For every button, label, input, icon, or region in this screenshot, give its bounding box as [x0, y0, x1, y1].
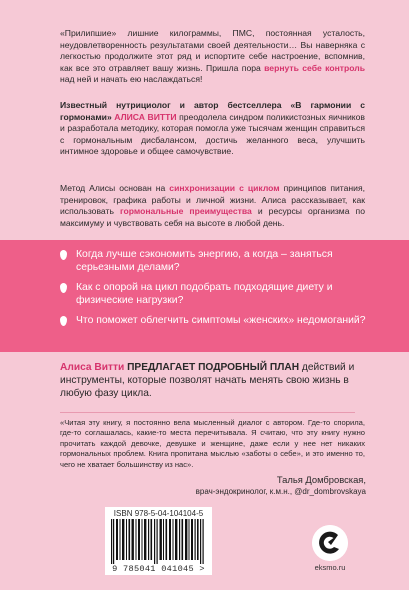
plan-paragraph: [60, 361, 360, 401]
barcode: [105, 507, 212, 575]
author-paragraph: [60, 100, 365, 158]
intro-paragraph: [60, 28, 365, 86]
method-paragraph: [60, 183, 365, 229]
plan-caps: ПРЕДЛАГАЕТ ПОДРОБНЫЙ ПЛАН: [127, 362, 300, 373]
question-item: Что поможет облегчить симптомы «женских» недомоганий?: [76, 315, 366, 326]
divider: [60, 412, 355, 413]
method-highlight-2: гормональные преимущества: [119, 206, 252, 217]
barcode-digits: 9 785041 041045 >: [112, 564, 205, 574]
publisher-site: eksmo.ru: [314, 563, 346, 572]
plan-author-name: Алиса Витти: [60, 362, 125, 373]
eksmo-logo-icon: [312, 525, 348, 561]
intro-text-1: «Прилипшие» лишние килограммы, ПМС, постоянная усталость, неудовлетворенность результатами своей деятельности… Вы наверняка с легкостью продолжите этот ряд и испортите себе настроение, вспомнив, как все это отравляет вашу жизнь. Пришла пора: [60, 28, 365, 73]
method-text-1: Метод Алисы основан на: [60, 183, 170, 193]
barcode-bars: [109, 519, 208, 564]
method-highlight-1: синхронизации с циклом: [169, 183, 280, 193]
method-text-2: принципов питания, тренировок, графика работы и личной жизни. Алиса рассказывает, как использовать: [60, 183, 365, 217]
intro-text-2: над ней и начать ею наслаждаться!: [60, 74, 203, 85]
method-text-3: и ресурсы организма по максимуму и чувствовать себя на высоте в любой день.: [60, 206, 365, 228]
question-item: Когда лучше сэкономить энергию, а когда – заняться серьезными делами?: [76, 249, 333, 273]
quote-author: Талья Домбровская,: [276, 474, 366, 485]
review-quote: «Читая эту книгу, я постоянно вела мысленный диалог с автором. Где-то спорила, где-то соглашалась, какие-то места перечитывала. Я считаю, что эту книгу нужно прочитать каждой девочке, девушке и женщине, даже если у нее нет никаких гормональных проблем. Книга пропитана мыслью «заботы о себе», и это именно то, чего не хватает большинству из нас».: [60, 418, 365, 469]
author-bold-intro: Известный нутрициолог и автор бестселлера «В гармонии с гормонами»: [60, 100, 365, 122]
question-item: Как с опорой на цикл подобрать подходящие диету и физические нагрузки?: [76, 282, 333, 306]
intro-highlight: вернуть себе контроль: [264, 62, 365, 73]
author-name: АЛИСА ВИТТИ: [114, 111, 177, 122]
quote-credentials: врач-эндокринолог, к.м.н., @dr_dombrovskaya: [195, 487, 366, 496]
plan-text: действий и инструменты, которые позволят начать менять свою жизнь в любую фазу цикла.: [60, 362, 355, 400]
isbn-label: ISBN 978-5-04-104104-5: [113, 509, 204, 518]
author-text: преодолела синдром поликистозных яичников и разработала методику, которая помогла уже тысячам женщин справиться с гормональным дисбалансом, достичь желанного веса, улучшить интимное здоровье и общее самочувствие.: [60, 111, 365, 157]
